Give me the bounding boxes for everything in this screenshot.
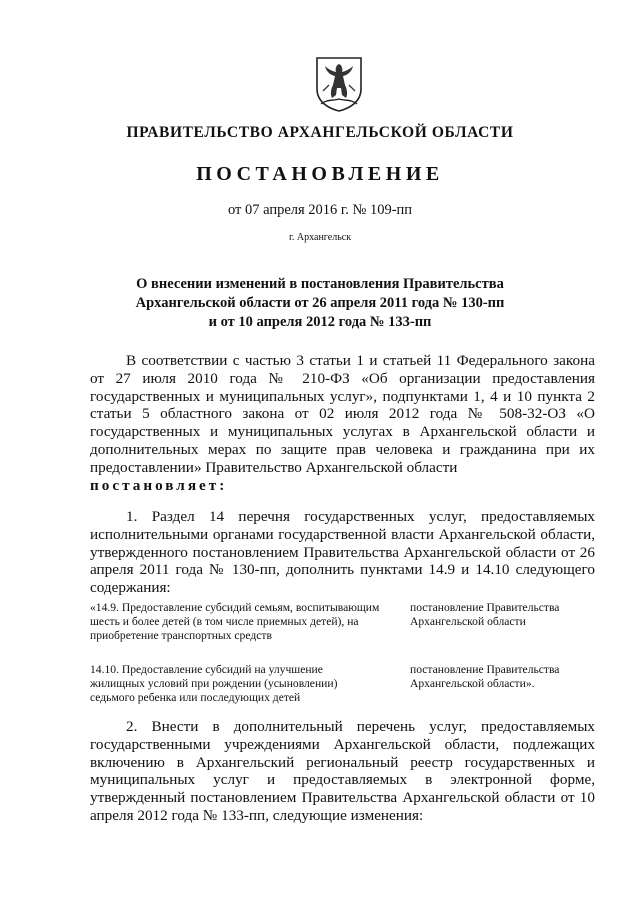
item-2-paragraph: 2. Внести в дополнительный перечень услуг, предоставляемых государственными учреждениями Архангельской области, подлежащих включению в Архангельский региональный реестр государственных и муниципальных услуг и предоставляемых в электронной форме, утвержденный постановлением Правительства Архангельской области от 10 апреля 2012 года № 133-пп, следующие изменения: <box>90 718 595 824</box>
title-line: О внесении изменений в постановления Правительства <box>136 276 504 292</box>
item-2-block <box>90 718 595 825</box>
item-1-block <box>90 508 595 597</box>
title-line: Архангельской области от 26 апреля 2011 года № 130-пп <box>135 295 505 311</box>
document-city: г. Архангельск <box>288 232 352 243</box>
table-cell-service: 14.10. Предоставление субсидий на улучшение жилищных условий при рождении (усыновлении) седьмого ребенка или последующих детей <box>90 663 338 705</box>
table-cell-basis: постановление Правительства Архангельской области». <box>410 663 560 691</box>
services-table <box>90 601 595 709</box>
table-row <box>90 601 595 663</box>
government-name: ПРАВИТЕЛЬСТВО АРХАНГЕЛЬСКОЙ ОБЛАСТИ <box>126 124 514 141</box>
table-cell-service: «14.9. Предоставление субсидий семьям, воспитывающим шесть и более детей (в том числе приемных детей), на приобретение транспортных средств <box>90 601 380 643</box>
title-line: и от 10 апреля 2012 года № 133-пп <box>208 314 432 330</box>
document-title <box>100 275 540 332</box>
item-1-paragraph: 1. Раздел 14 перечня государственных услуг, предоставляемых исполнительными органами государственной власти Архангельской области, утвержденного постановлением Правительства Архангельской области от 26 апреля 2011 года № 130-пп, дополнить пунктами 14.9 и 14.10 следующего содержания: <box>90 508 595 597</box>
table-cell-basis: постановление Правительства Архангельской области <box>410 601 560 629</box>
preamble-paragraph: В соответствии с частью 3 статьи 1 и статьей 11 Федерального закона от 27 июля 2010 года № 210-ФЗ «Об организации предоставления государственных и муниципальных услуг», подпунктами 1, 4 и 10 пункта 2 статьи 5 областного закона от 02 июля 2012 года № 508-32-ОЗ «О государственных и муниципальных услугах в Архангельской области и дополнительных мерах по защите прав человека и гражданина при их предоставлении» Правительство Архангельской области <box>90 352 595 476</box>
document-date-number: от 07 апреля 2016 г. № 109-пп <box>227 202 413 218</box>
coat-of-arms-icon <box>313 55 365 113</box>
resolves-line <box>90 477 595 495</box>
table-row <box>90 663 595 709</box>
preamble-block <box>90 352 595 494</box>
document-type: ПОСТАНОВЛЕНИЕ <box>196 163 444 185</box>
resolves-word: постановляет: <box>90 476 228 494</box>
